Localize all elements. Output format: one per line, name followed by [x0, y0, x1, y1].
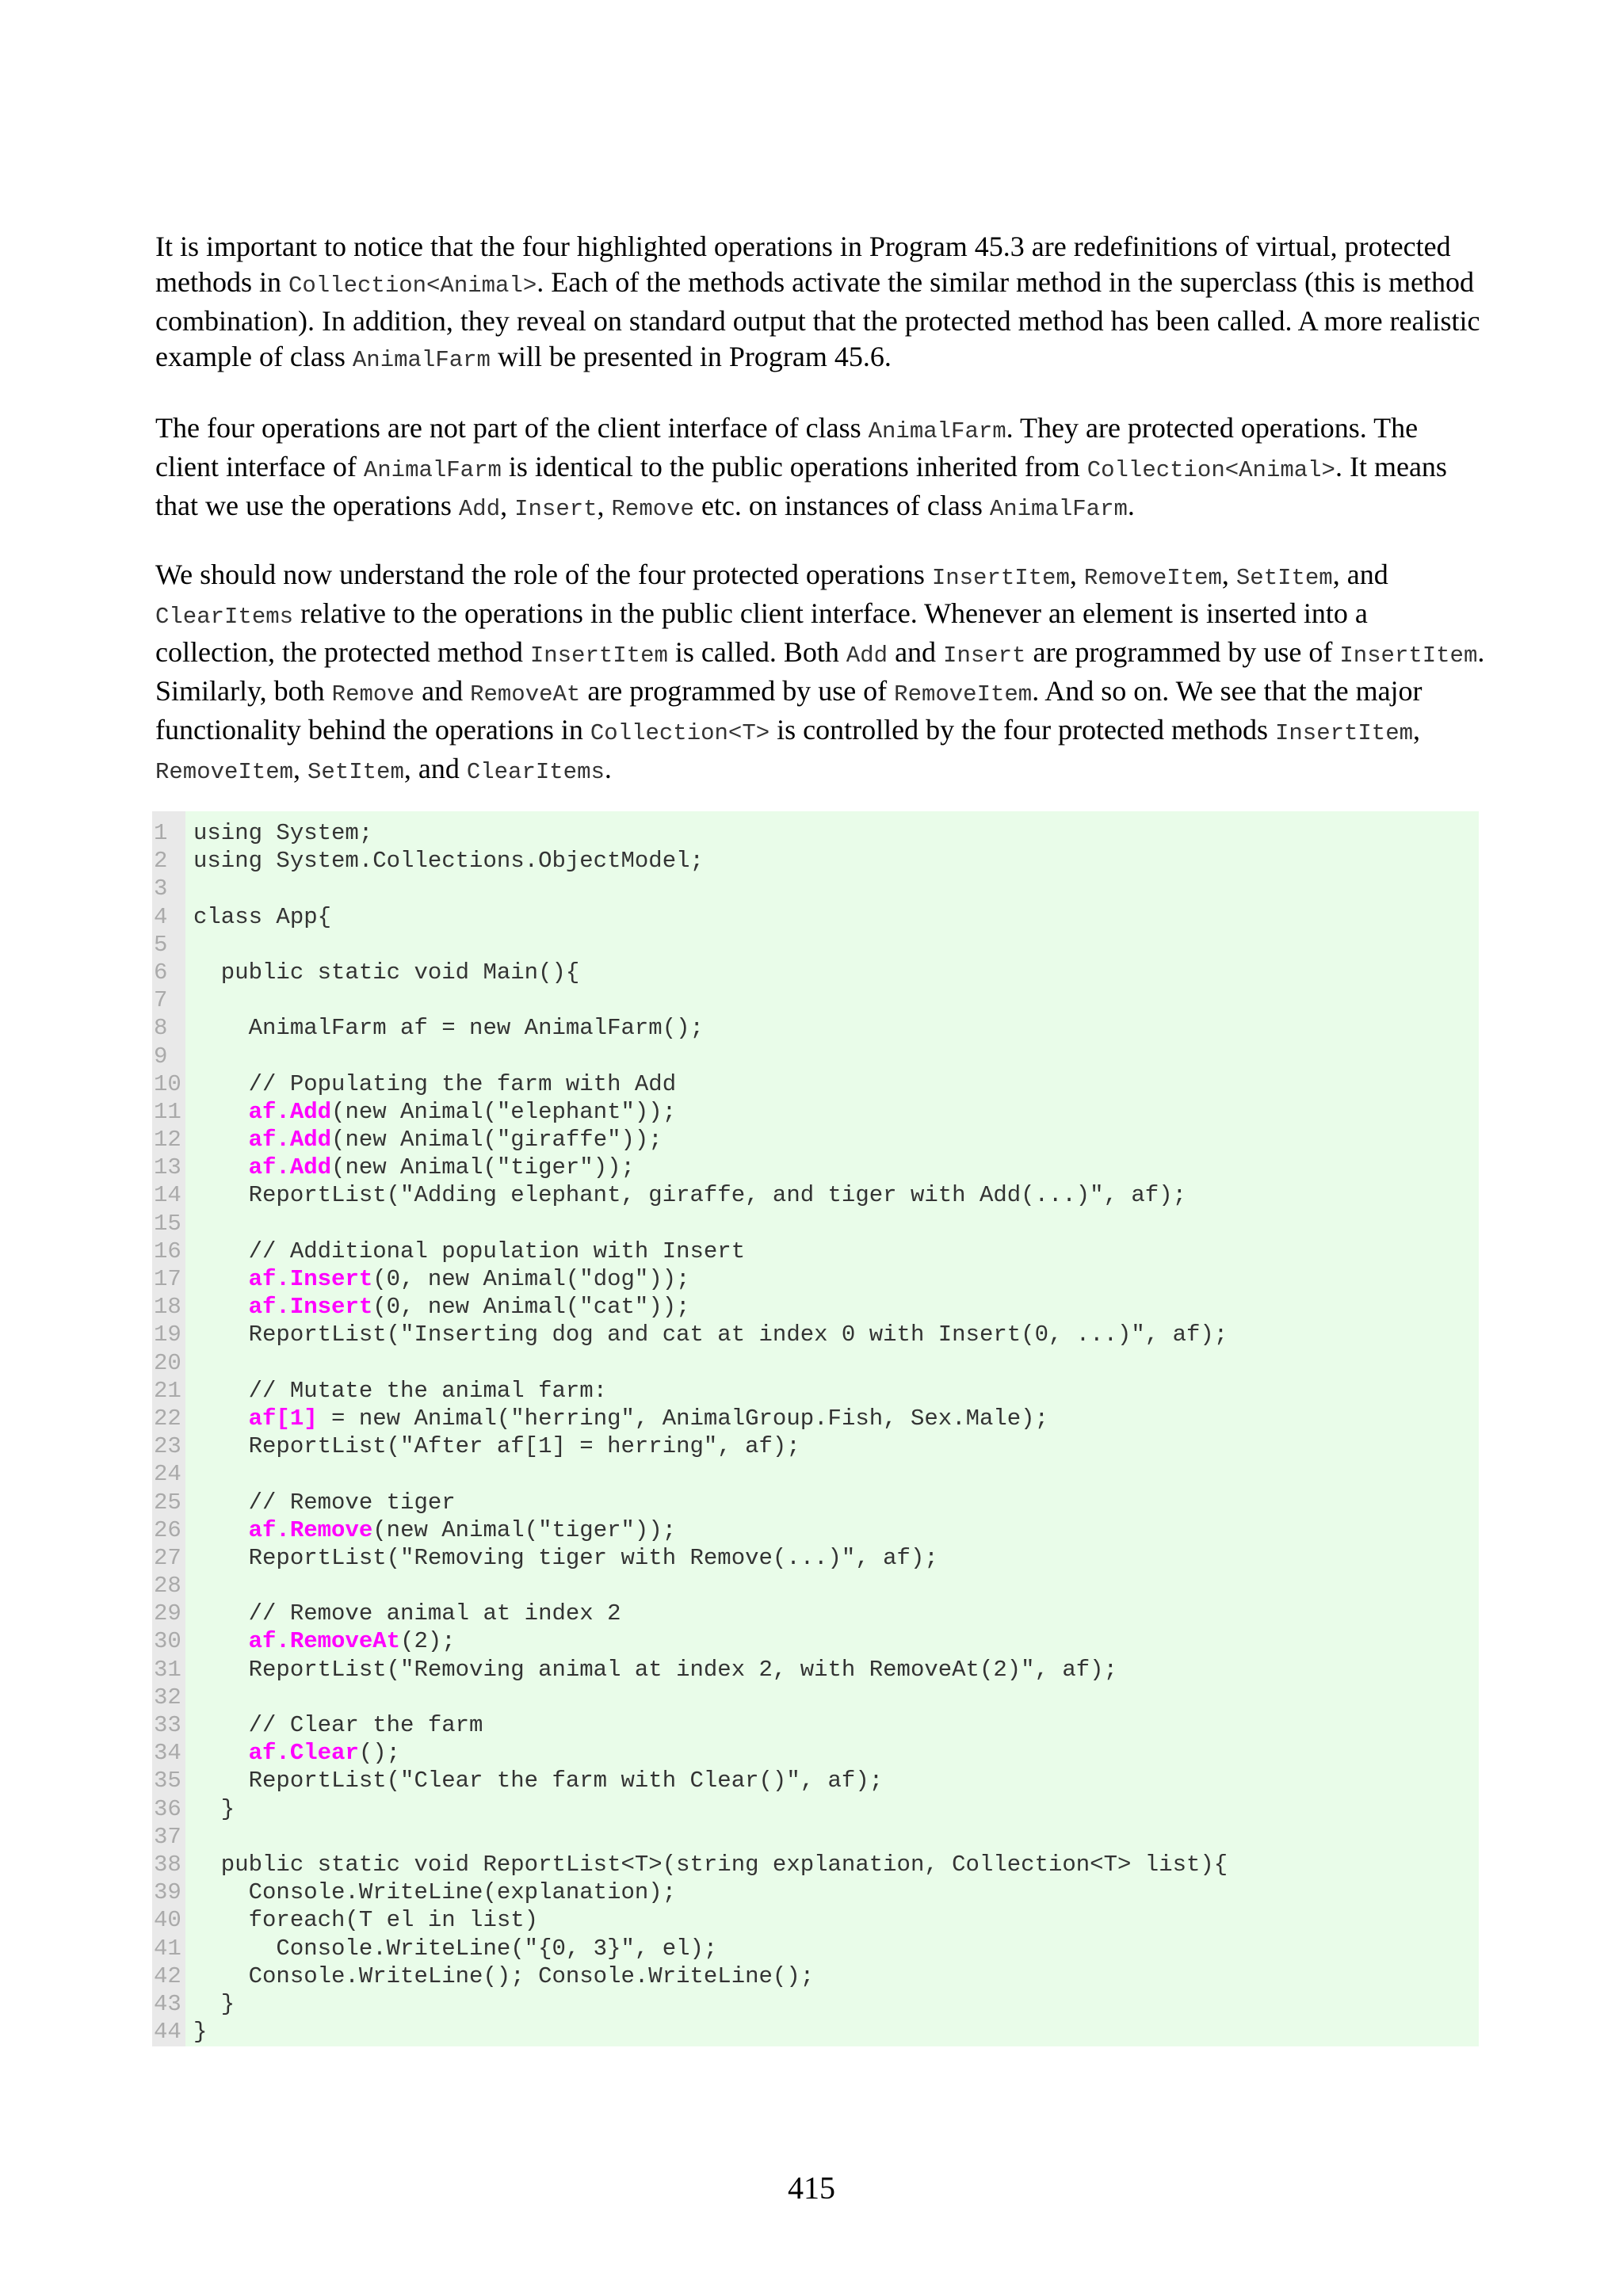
line-number: 31: [154, 1656, 181, 1683]
code-line: [152, 875, 1479, 902]
line-number: 16: [154, 1238, 181, 1264]
inline-code: ClearItems: [155, 604, 294, 630]
line-number: 44: [154, 2019, 181, 2046]
line-number: 3: [154, 875, 168, 902]
inline-code: InsertItem: [529, 643, 668, 669]
code-line: [152, 1349, 1479, 1377]
line-number: 23: [154, 1433, 181, 1460]
code-token: [193, 1154, 249, 1180]
code-text: [193, 1711, 483, 1739]
code-line: [152, 1656, 1479, 1684]
highlighted-code: af.Remove: [248, 1516, 373, 1543]
code-token: ReportList("Clear the farm with Clear()", af);: [193, 1768, 884, 1794]
text-run: ,: [597, 490, 612, 521]
code-token: ();: [358, 1740, 401, 1767]
code-line: [152, 1154, 1479, 1181]
code-text: [193, 903, 331, 931]
text-run: ,: [1413, 714, 1421, 746]
line-number: 30: [154, 1628, 181, 1655]
code-token: [193, 1628, 249, 1654]
text-run: is called. Both: [667, 636, 846, 668]
text-run: . It means that we use the operations: [155, 451, 1447, 521]
code-token: (new Animal("elephant"));: [331, 1098, 677, 1125]
line-number: 7: [154, 987, 168, 1014]
highlighted-code: af.RemoveAt: [248, 1628, 401, 1655]
code-line: [152, 1711, 1479, 1739]
code-token: [193, 1740, 249, 1766]
line-number: 1: [154, 820, 168, 846]
highlighted-code: af[1]: [248, 1405, 318, 1432]
code-text: [193, 1627, 456, 1655]
inline-code: AnimalFarm: [989, 496, 1128, 522]
code-token: [193, 1266, 249, 1292]
inline-code: Add: [458, 496, 501, 522]
code-text: [193, 1851, 1228, 1878]
line-number: 36: [154, 1795, 181, 1822]
code-line: [152, 1181, 1479, 1209]
inline-code: RemoveItem: [1083, 565, 1222, 591]
line-number: 25: [154, 1489, 181, 1516]
code-text: [193, 1070, 676, 1098]
code-token: ReportList("Removing tiger with Remove(...)", af);: [193, 1544, 938, 1571]
code-text: [193, 819, 372, 847]
inline-code: InsertItem: [1274, 720, 1414, 746]
code-line: [152, 1795, 1479, 1823]
text-run: . Similarly, both: [155, 636, 1485, 707]
code-line: [152, 1627, 1479, 1655]
code-line: [152, 1014, 1479, 1042]
inline-code: InsertItem: [931, 565, 1070, 591]
inline-code: AnimalFarm: [868, 418, 1006, 444]
code-token: class App{: [193, 903, 332, 930]
text-run: are programmed by use of: [1025, 636, 1340, 668]
line-number: 4: [154, 903, 168, 930]
line-number: 38: [154, 1851, 181, 1878]
code-token: AnimalFarm af = new AnimalFarm();: [193, 1015, 704, 1042]
code-text: [193, 2018, 207, 2046]
highlighted-code: af.Add: [248, 1127, 332, 1154]
code-token: (new Animal("tiger"));: [331, 1154, 635, 1181]
code-token: }: [193, 1795, 235, 1822]
code-line: [152, 1851, 1479, 1878]
inline-code: SetItem: [1235, 565, 1333, 591]
code-text: [193, 1265, 690, 1293]
highlighted-code: af.Add: [248, 1154, 332, 1181]
line-number: 6: [154, 959, 168, 986]
line-number: 8: [154, 1015, 168, 1042]
inline-code: Remove: [331, 681, 415, 707]
inline-code: Insert: [943, 643, 1026, 669]
text-run: .: [1127, 490, 1135, 521]
code-text: [193, 1126, 663, 1154]
code-token: ReportList("Inserting dog and cat at index 0 with Insert(0, ...)", af);: [193, 1322, 1228, 1348]
code-text: [193, 1656, 1117, 1684]
text-run: .: [604, 753, 612, 784]
paragraph-text: [155, 557, 1487, 790]
code-line: [152, 1460, 1479, 1488]
code-line: [152, 1516, 1479, 1544]
code-token: using System;: [193, 820, 373, 846]
code-line: [152, 1990, 1479, 2018]
line-number: 21: [154, 1377, 181, 1404]
inline-code: Collection<T>: [590, 720, 770, 746]
code-token: ReportList("Removing animal at index 2, with RemoveAt(2)", af);: [193, 1656, 1117, 1683]
code-token: Console.WriteLine(); Console.WriteLine();: [193, 1962, 815, 1989]
code-token: foreach(T el in list): [193, 1907, 539, 1934]
code-token: [193, 1517, 249, 1543]
code-text: [193, 1962, 814, 1990]
line-number: 13: [154, 1154, 181, 1181]
code-line: [152, 1684, 1479, 1711]
code-line: [152, 1906, 1479, 1934]
line-number: 29: [154, 1600, 181, 1627]
paragraph-text: [155, 410, 1487, 527]
line-number: 2: [154, 848, 168, 875]
code-text: [193, 1516, 676, 1544]
line-number: 43: [154, 1990, 181, 2017]
code-text: [193, 1154, 635, 1181]
code-text: [193, 1878, 676, 1906]
line-number: 9: [154, 1043, 168, 1070]
code-line: [152, 1265, 1479, 1293]
line-number: 10: [154, 1070, 181, 1097]
code-token: (2);: [400, 1628, 456, 1655]
inline-code: Collection<Animal>: [1086, 457, 1335, 483]
code-token: public static void Main(){: [193, 959, 580, 986]
line-number: 40: [154, 1907, 181, 1934]
paragraph-2: [155, 410, 1487, 527]
code-token: [193, 1405, 249, 1432]
page-number: 415: [788, 2170, 835, 2206]
text-run: and: [414, 675, 471, 707]
code-text: [193, 1321, 1228, 1348]
inline-code: Collection<Animal>: [288, 273, 537, 299]
code-line: [152, 1878, 1479, 1906]
code-text: [193, 959, 579, 986]
code-token: // Remove animal at index 2: [193, 1600, 621, 1627]
text-run: relative to the operations in the public client interface. Whenever an element is inserted into a collection, the protected method: [155, 597, 1368, 668]
code-text: [193, 1181, 1186, 1209]
line-number: 27: [154, 1544, 181, 1571]
highlighted-code: af.Clear: [248, 1740, 359, 1767]
code-text: [193, 1238, 745, 1265]
code-token: ReportList("Adding elephant, giraffe, and tiger with Add(...)", af);: [193, 1182, 1187, 1209]
code-token: // Remove tiger: [193, 1489, 456, 1516]
line-number: 41: [154, 1935, 181, 1962]
inline-code: RemoveItem: [894, 681, 1033, 707]
line-number: 35: [154, 1768, 181, 1794]
line-number: 14: [154, 1182, 181, 1209]
code-text: [193, 1098, 676, 1126]
code-token: ReportList("After af[1] = herring", af);: [193, 1433, 800, 1460]
inline-code: RemoveAt: [470, 681, 581, 707]
paragraph-text: [155, 229, 1487, 378]
code-line: [152, 1432, 1479, 1460]
code-text: [193, 1935, 717, 1962]
inline-code: Insert: [514, 496, 598, 522]
code-token: // Clear the farm: [193, 1712, 483, 1738]
code-line: [152, 1823, 1479, 1851]
inline-code: RemoveItem: [155, 759, 294, 785]
text-run: ,: [1221, 559, 1236, 590]
highlighted-code: af.Insert: [248, 1266, 373, 1292]
code-line: [152, 1293, 1479, 1321]
text-run: etc. on instances of class: [693, 490, 990, 521]
line-number: 11: [154, 1098, 181, 1125]
text-run: The four operations are not part of the client interface of class: [155, 412, 869, 444]
line-number: 15: [154, 1210, 181, 1237]
inline-code: AnimalFarm: [352, 347, 491, 373]
text-run: , and: [1332, 559, 1388, 590]
inline-code: SetItem: [307, 759, 404, 785]
code-token: }: [193, 2019, 208, 2046]
line-number: 24: [154, 1461, 181, 1488]
paragraph-1: [155, 229, 1487, 378]
code-token: using System.Collections.ObjectModel;: [193, 848, 704, 875]
code-line: [152, 1544, 1479, 1572]
code-text: [193, 1544, 938, 1572]
highlighted-code: af.Insert: [248, 1294, 373, 1321]
code-line: [152, 1767, 1479, 1794]
code-token: (new Animal("giraffe"));: [331, 1127, 663, 1154]
code-line: [152, 959, 1479, 986]
code-line: [152, 1321, 1479, 1348]
code-token: Console.WriteLine("{0, 3}", el);: [193, 1935, 718, 1962]
code-line: [152, 1238, 1479, 1265]
line-number: 28: [154, 1573, 181, 1600]
line-number: 22: [154, 1405, 181, 1432]
line-number: 18: [154, 1294, 181, 1321]
text-run: are programmed by use of: [580, 675, 895, 707]
code-line: [152, 1739, 1479, 1767]
line-number: 26: [154, 1516, 181, 1543]
line-number: 42: [154, 1962, 181, 1989]
code-text: [193, 847, 704, 875]
text-run: , and: [403, 753, 467, 784]
line-number: 34: [154, 1740, 181, 1767]
text-run: is controlled by the four protected methods: [769, 714, 1275, 746]
code-text: [193, 1293, 690, 1321]
code-line: [152, 819, 1479, 847]
code-token: [193, 1127, 249, 1153]
code-text: [193, 1739, 400, 1767]
code-line: [152, 1070, 1479, 1098]
line-number: 32: [154, 1684, 181, 1711]
line-number: 37: [154, 1823, 181, 1850]
code-token: (new Animal("tiger"));: [372, 1516, 677, 1543]
code-token: // Populating the farm with Add: [193, 1070, 677, 1097]
code-text: [193, 1405, 1048, 1432]
code-lines: [152, 819, 1479, 2046]
text-run: . And so on. We see that the major functionality behind the operations in: [155, 675, 1423, 746]
code-line: [152, 903, 1479, 931]
code-token: (0, new Animal("dog"));: [372, 1266, 690, 1292]
code-line: [152, 1210, 1479, 1238]
inline-code: ClearItems: [466, 759, 605, 785]
line-number: 12: [154, 1127, 181, 1154]
code-line: [152, 1377, 1479, 1405]
code-token: [193, 1099, 249, 1125]
code-line: [152, 986, 1479, 1014]
line-number: 20: [154, 1349, 181, 1376]
text-run: We should now understand the role of the four protected operations: [155, 559, 932, 590]
code-text: [193, 1795, 235, 1823]
code-token: }: [193, 1990, 235, 2017]
line-number: 33: [154, 1712, 181, 1738]
inline-code: AnimalFarm: [363, 457, 502, 483]
inline-code: Add: [846, 643, 888, 669]
line-number: 19: [154, 1322, 181, 1348]
line-number: 5: [154, 931, 168, 958]
code-line: [152, 1935, 1479, 1962]
code-line: [152, 1043, 1479, 1070]
code-token: public static void ReportList<T>(string explanation, Collection<T> list){: [193, 1851, 1228, 1878]
code-token: = new Animal("herring", AnimalGroup.Fish, Sex.Male);: [317, 1405, 1048, 1432]
paragraph-3: [155, 557, 1487, 790]
text-run: will be presented in Program 45.6.: [490, 341, 892, 372]
code-token: Console.WriteLine(explanation);: [193, 1879, 677, 1906]
code-text: [193, 1767, 883, 1794]
code-text: [193, 1600, 621, 1627]
text-run: . They are protected operations. The client interface of: [155, 412, 1419, 482]
code-line: [152, 1098, 1479, 1126]
line-number: 17: [154, 1266, 181, 1292]
code-listing: [152, 811, 1479, 2046]
code-line: [152, 1489, 1479, 1516]
code-token: (0, new Animal("cat"));: [372, 1294, 690, 1321]
code-line: [152, 931, 1479, 959]
code-line: [152, 2018, 1479, 2046]
text-run: ,: [1069, 559, 1084, 590]
code-text: [193, 1489, 456, 1516]
code-text: [193, 1014, 704, 1042]
text-run: . Each of the methods activate the similar method in the superclass (this is method combination). In addition, they reveal on standard output that the protected method has been called. A more realistic example of class: [155, 266, 1480, 372]
code-line: [152, 847, 1479, 875]
code-text: [193, 1906, 538, 1934]
code-token: // Additional population with Insert: [193, 1238, 746, 1264]
code-text: [193, 1432, 800, 1460]
code-text: [193, 1377, 607, 1405]
line-number: 39: [154, 1879, 181, 1906]
inline-code: InsertItem: [1339, 643, 1478, 669]
text-run: is identical to the public operations inherited from: [501, 451, 1087, 482]
text-run: It is important to notice that the four highlighted operations in Program 45.3 are redefinitions of virtual, protected methods in: [155, 231, 1451, 298]
highlighted-code: af.Add: [248, 1098, 332, 1125]
text-run: ,: [293, 753, 308, 784]
code-token: [193, 1294, 249, 1320]
code-line: [152, 1126, 1479, 1154]
code-line: [152, 1962, 1479, 1990]
code-text: [193, 1990, 235, 2018]
inline-code: Remove: [611, 496, 694, 522]
text-run: and: [888, 636, 944, 668]
code-token: // Mutate the animal farm:: [193, 1377, 608, 1404]
code-line: [152, 1600, 1479, 1627]
text-run: ,: [500, 490, 515, 521]
code-line: [152, 1572, 1479, 1600]
code-line: [152, 1405, 1479, 1432]
